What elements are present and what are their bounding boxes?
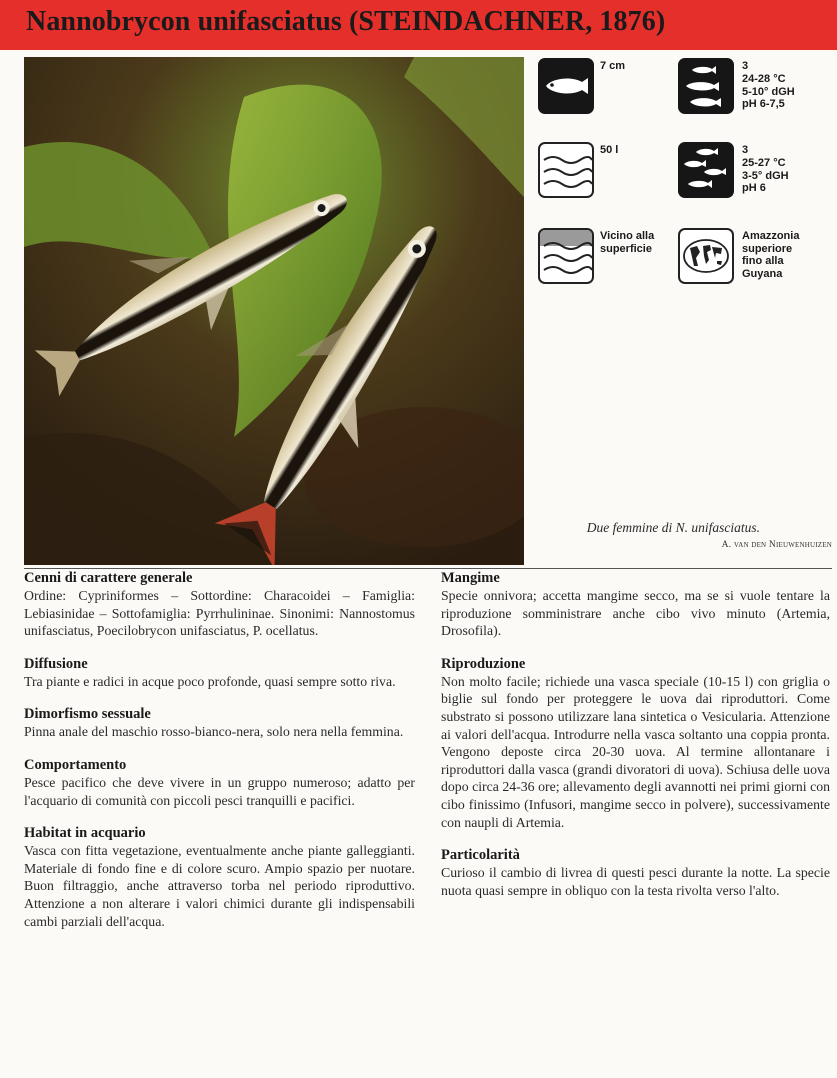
section-body: Specie onnivora; accetta mangime secco, ma se si vuole tentare la riproduzione somministrare anche cibo vivo minuto (Artemia, Drosofila). (441, 588, 830, 639)
section-heading: Mangime (441, 570, 500, 586)
aquarium-volume-icon (538, 142, 594, 198)
section-heading: Habitat in acquario (24, 825, 146, 842)
title-bar (0, 0, 837, 50)
section-heading: Diffusione (24, 655, 88, 672)
section-body: Tra piante e radici in acque poco profonde, quasi sempre sotto riva. (24, 673, 396, 689)
section-body: Pesce pacifico che deve vivere in un gruppo numeroso; adatto per l'acquario di comunità con piccoli pesci tranquilli e pacifici. (24, 774, 415, 808)
section-comportamento (24, 757, 415, 809)
fish-size-icon (538, 58, 594, 114)
world-map-icon (678, 228, 734, 284)
keeping-water-values: 25-27 °C 3-5° dGH pH 6 (742, 157, 789, 194)
section-heading: Dimorfismo sessuale (24, 706, 151, 723)
breeding-water-values: 24-28 °C 5-10° dGH pH 6-7,5 (742, 73, 795, 110)
swimming-zone-value: Vicino alla superficie (600, 230, 655, 255)
section-heading: Comportamento (24, 756, 127, 773)
section-particolarita (441, 847, 830, 899)
photo-caption: Due femmine di N. unifasciatus. (586, 520, 760, 535)
keeping-fish-count: 3 (742, 144, 749, 156)
origin-value: Amazzonia superiore fino alla Guyana (742, 230, 800, 280)
page-title: Nannobrycon unifasciatus (STEINDACHNER, 1876) (26, 6, 666, 37)
divider (24, 568, 832, 569)
section-body: Non molto facile; richiede una vasca speciale (10-15 l) con griglia o biglie sul fondo per proteggere le uova dai riproduttori. Come substrato si possono utilizzare lana sintetica o Vesicularia. Attenzione ai valori dell'acqua. Introdurre nella vasca soltanto una coppia pronta. Vengono deposte circa 20-30 uova. Al termine allontanare i riproduttori dalla vasca (grandi divoratori di uova). Schiusa delle uova dopo circa 24-36 ore; allevamento degli avannotti nei primi giorni con cibo finissimo (Infusori, mangime secco in polvere), successivamente con naupli di Artemia. (441, 673, 830, 830)
fish-photo (24, 57, 524, 565)
breeding-fish-count: 3 (742, 60, 749, 72)
swimming-zone-icon (538, 228, 594, 284)
section-mangime (441, 570, 830, 640)
left-column (24, 570, 415, 946)
section-body: Pinna anale del maschio rosso-bianco-nera, solo nera nella femmina. (24, 724, 404, 740)
size-value: 7 cm (600, 60, 626, 72)
section-body: Ordine: Cypriniformes – Sottordine: Characoidei – Famiglia: Lebiasinidae – Sottofamiglia: Pyrrhulininae. Sinonimi: Nannostomus unifasciatus, Poecilobrycon unifasciatus, P. ocellatus. (24, 588, 415, 639)
section-dimorfismo (24, 706, 415, 741)
section-heading: Particolarità (441, 847, 520, 864)
volume-value: 50 l (600, 144, 619, 156)
section-riproduzione (441, 656, 830, 831)
photo-credit: A. van den Nieuwenhuizen (721, 540, 832, 550)
section-body: Vasca con fitta vegetazione, eventualmente anche piante galleggianti. Materiale di fondo fine e di colore scuro. Ampio spazio per nuotare. Buon filtraggio, anche attraverso torba nel periodo riproduttivo. Attenzione a non alterare i valori chimici durante gli indispensabili cambi parziali dell'acqua. (24, 843, 415, 929)
section-habitat (24, 825, 415, 930)
fish-school-icon-2 (678, 142, 734, 198)
section-generale (24, 570, 415, 640)
section-diffusione (24, 656, 415, 691)
section-heading: Cenni di carattere generale (24, 570, 193, 586)
fish-school-icon (678, 58, 734, 114)
section-heading: Riproduzione (441, 655, 526, 672)
right-column (441, 570, 830, 915)
section-body: Curioso il cambio di livrea di questi pesci durante la notte. La specie nuota quasi sempre in obliquo con la testa rivolta verso l'alto. (441, 865, 830, 898)
